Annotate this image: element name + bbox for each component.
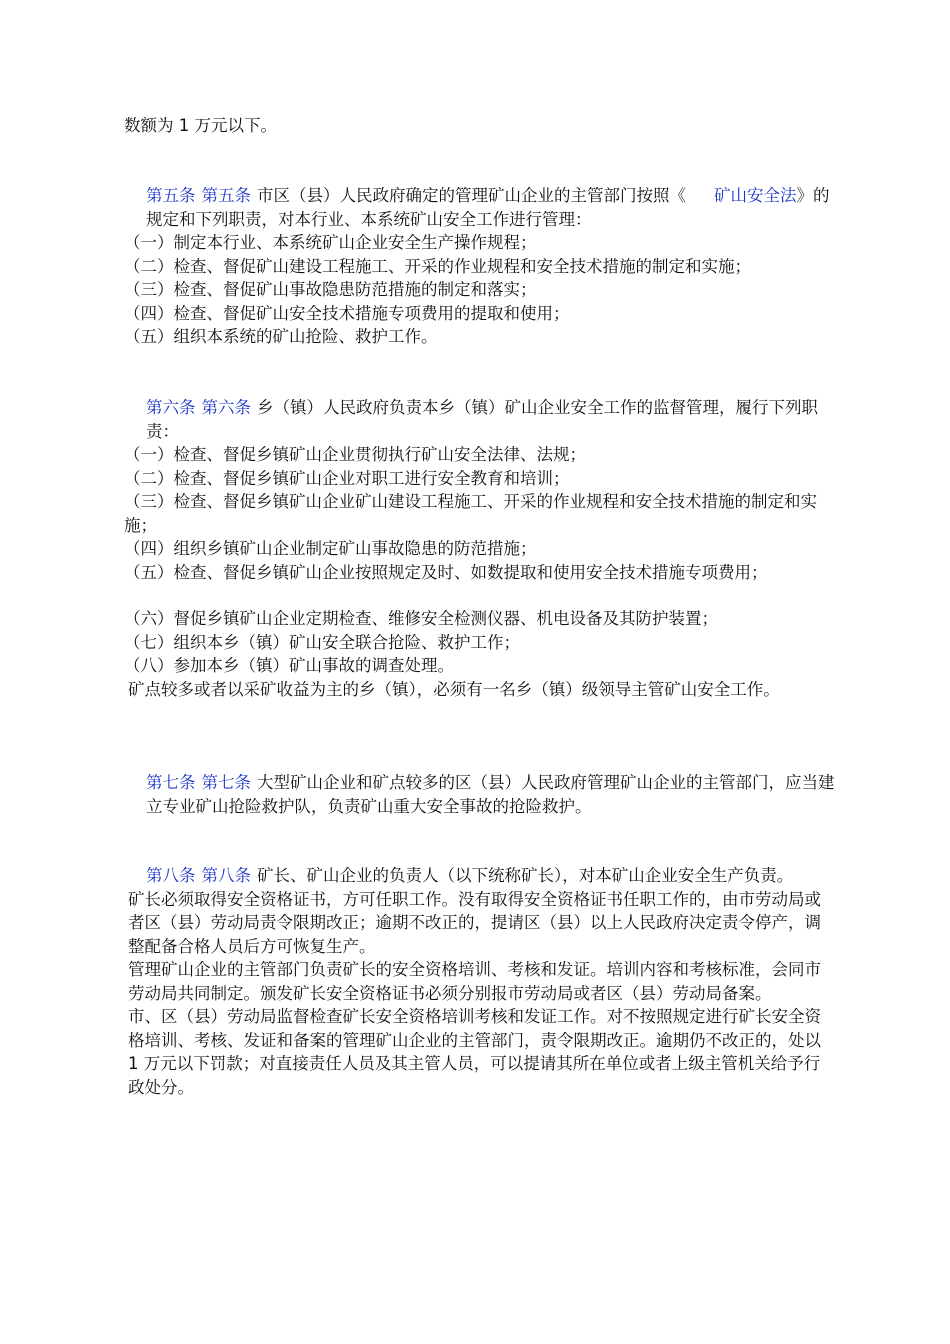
article-5: [124, 184, 836, 349]
article-7: [124, 771, 836, 818]
article-5-item: （一）制定本行业、本系统矿山企业安全生产操作规程；: [124, 233, 537, 252]
article-8-label-repeat: 第八条: [201, 866, 251, 885]
article-8-intro: [124, 864, 836, 888]
article-5-label: 第五条: [146, 186, 196, 205]
article-6-label-repeat: 第六条: [201, 398, 251, 417]
article-6: [124, 396, 836, 701]
article-6-intro: [124, 396, 836, 443]
article-6-item: （三）检查、督促乡镇矿山企业矿山建设工程施工、开采的作业规程和安全技术措施的制定和实施；: [124, 492, 817, 535]
article-6-item: （一）检查、督促乡镇矿山企业贯彻执行矿山安全法律、法规；: [124, 445, 586, 464]
article-6-item: （七）组织本乡（镇）矿山安全联合抢险、救护工作；: [124, 632, 520, 652]
article-5-item: （二）检查、督促矿山建设工程施工、开采的作业规程和安全技术措施的制定和实施；: [124, 256, 751, 276]
article-6-closing: 矿点较多或者以采矿收益为主的乡（镇），必须有一名乡（镇）级领导主管矿山安全工作。: [128, 679, 780, 699]
article-5-item: （三）检查、督促矿山事故隐患防范措施的制定和落实；: [124, 280, 537, 299]
article-6-label: 第六条: [146, 398, 196, 417]
article-8-text: 矿长、矿山企业的负责人（以下统称矿长），对本矿山企业安全生产负责。: [257, 866, 794, 885]
article-6-item: （六）督促乡镇矿山企业定期检查、维修安全检测仪器、机电设备及其防护装置；: [124, 609, 718, 628]
article-5-item: （五）组织本系统的矿山抢险、救护工作。: [124, 327, 438, 346]
article-8: [124, 864, 836, 1099]
article-7-label: 第七条: [146, 773, 196, 792]
article-8-paragraph: 管理矿山企业的主管部门负责矿长的安全资格培训、考核和发证。培训内容和考核标准，会同市劳动局共同制定。颁发矿长安全资格证书必须分别报市劳动局或者区（县）劳动局备案。: [128, 960, 821, 1003]
article-7-label-repeat: 第七条: [201, 773, 251, 792]
article-6-item: （八）参加本乡（镇）矿山事故的调查处理。: [124, 656, 454, 675]
article-8-label: 第八条: [146, 866, 196, 885]
article-8-paragraph: 矿长必须取得安全资格证书，方可任职工作。没有取得安全资格证书任职工作的，由市劳动局或者区（县）劳动局责令限期改正；逾期不改正的，提请区（县）以上人民政府决定责令停产，调整配备合格人员后方可恢复生产。: [128, 889, 821, 956]
article-6-item: （四）组织乡镇矿山企业制定矿山事故隐患的防范措施；: [124, 539, 537, 558]
article-6-item: （五）检查、督促乡镇矿山企业按照规定及时、如数提取和使用安全技术措施专项费用；: [124, 562, 768, 582]
article-6-item: （二）检查、督促乡镇矿山企业对职工进行安全教育和培训；: [124, 468, 570, 488]
article-7-text: 大型矿山企业和矿点较多的区（县）人民政府管理矿山企业的主管部门，应当建立专业矿山抢险救护队，负责矿山重大安全事故的抢险救护。: [146, 773, 835, 816]
mine-safety-law-link[interactable]: 矿山安全法: [714, 186, 797, 205]
article-5-intro: [124, 184, 836, 231]
article-5-text: 市区（县）人民政府确定的管理矿山企业的主管部门按照《: [257, 186, 686, 205]
article-7-intro: [124, 771, 836, 818]
article-5-text-cont: 》的规定和下列职责，对本行业、本系统矿山安全工作进行管理：: [146, 186, 830, 229]
article-8-paragraph: 市、区（县）劳动局监督检查矿长安全资格培训考核和发证工作。对不按照规定进行矿长安全资格培训、考核、发证和备案的管理矿山企业的主管部门，责令限期改正。逾期仍不改正的，处以 1 万元以下罚款；对直接责任人员及其主管人员，可以提请其所在单位或者上级主管机关给予行政处分。: [128, 1007, 821, 1097]
article-5-item: （四）检查、督促矿山安全技术措施专项费用的提取和使用；: [124, 303, 570, 323]
article-5-label-repeat: 第五条: [201, 186, 251, 205]
top-fragment: [124, 114, 836, 138]
article-6-text: 乡（镇）人民政府负责本乡（镇）矿山企业安全工作的监督管理，履行下列职责：: [146, 398, 818, 441]
top-fragment-text: 数额为 1 万元以下。: [124, 116, 277, 135]
